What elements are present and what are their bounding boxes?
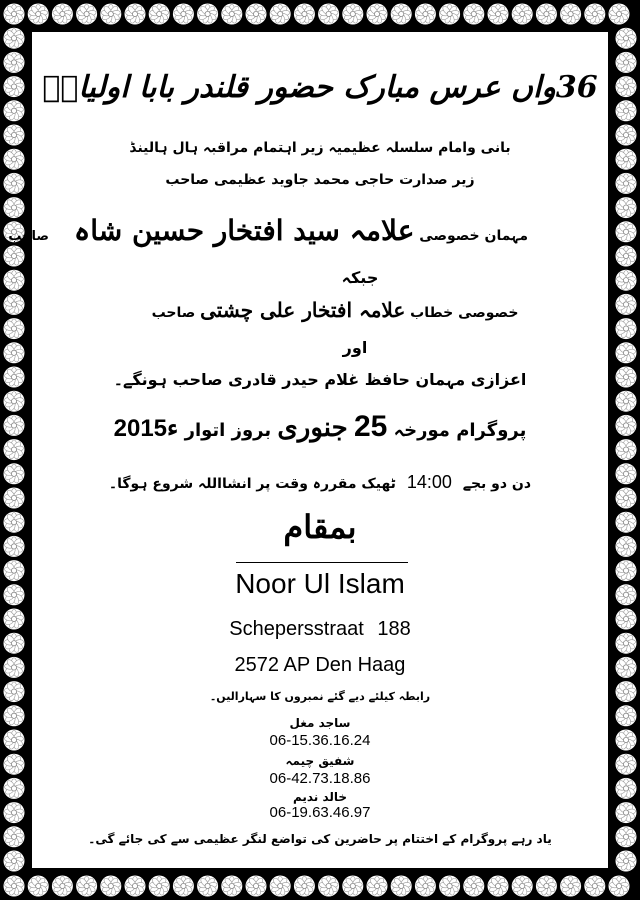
- daisy-flower-icon: [536, 4, 557, 25]
- daisy-flower-icon: [270, 4, 291, 25]
- special-speech-name: علامہ افتخار علی چشتی: [200, 298, 406, 322]
- daisy-flower-icon: [616, 584, 637, 605]
- daisy-flower-icon: [488, 4, 509, 25]
- poster-panel: [8, 30, 610, 870]
- daisy-flower-icon: [270, 876, 291, 897]
- daisy-flower-icon: [616, 778, 637, 799]
- daisy-flower-icon: [4, 705, 25, 726]
- daisy-flower-icon: [4, 125, 25, 146]
- special-speech-line: [32, 298, 608, 322]
- and-word: اور: [342, 338, 368, 357]
- special-speech-prefix: خصوصی خطاب: [410, 305, 519, 321]
- daisy-flower-icon: [4, 488, 25, 509]
- daisy-flower-icon: [4, 802, 25, 823]
- daisy-flower-icon: [4, 560, 25, 581]
- daisy-flower-icon: [616, 52, 637, 73]
- daisy-flower-icon: [367, 4, 388, 25]
- contact-name: شفیق چیمہ: [285, 754, 355, 768]
- venue-heading: بمقام: [283, 508, 357, 546]
- daisy-flower-icon: [616, 802, 637, 823]
- daisy-flower-icon: [4, 512, 25, 533]
- daisy-flower-icon: [616, 439, 637, 460]
- daisy-flower-icon: [616, 294, 637, 315]
- daisy-flower-icon: [439, 4, 460, 25]
- daisy-flower-icon: [415, 4, 436, 25]
- daisy-flower-icon: [4, 342, 25, 363]
- date-line: [32, 410, 608, 444]
- daisy-flower-icon: [4, 270, 25, 291]
- daisy-flower-icon: [616, 367, 637, 388]
- daisy-flower-icon: [616, 149, 637, 170]
- daisy-flower-icon: [616, 173, 637, 194]
- venue-divider: [236, 562, 408, 563]
- footer-note: یاد رہے پروگرام کے اختتام پر حاضرین کی تواضع لنگر عظیمی سے کی جائے گی۔: [88, 832, 552, 846]
- presidency-line: زیر صدارت حاجی محمد جاوید عظیمی صاحب: [165, 172, 475, 188]
- daisy-flower-icon: [52, 4, 73, 25]
- daisy-flower-icon: [28, 4, 49, 25]
- daisy-flower-icon: [616, 657, 637, 678]
- daisy-flower-icon: [616, 851, 637, 872]
- daisy-flower-icon: [4, 681, 25, 702]
- contact-phone: 06-19.63.46.97: [269, 804, 371, 821]
- daisy-flower-icon: [318, 876, 339, 897]
- daisy-flower-icon: [584, 4, 605, 25]
- contact-phone: 06-15.36.16.24: [269, 732, 371, 749]
- daisy-flower-icon: [52, 876, 73, 897]
- daisy-flower-icon: [560, 876, 581, 897]
- daisy-flower-icon: [616, 826, 637, 847]
- daisy-flower-icon: [609, 876, 630, 897]
- daisy-flower-icon: [616, 125, 637, 146]
- contacts-heading: رابطہ کیلئے دیے گئے نمبروں کا سہارالیں۔: [209, 690, 431, 703]
- daisy-flower-icon: [76, 4, 97, 25]
- contact-name: خالد ندیم: [292, 790, 348, 804]
- daisy-flower-icon: [616, 512, 637, 533]
- daisy-flower-icon: [560, 4, 581, 25]
- daisy-flower-icon: [4, 4, 25, 25]
- daisy-flower-icon: [125, 4, 146, 25]
- daisy-flower-icon: [609, 4, 630, 25]
- daisy-flower-icon: [318, 4, 339, 25]
- daisy-flower-icon: [616, 318, 637, 339]
- daisy-flower-icon: [173, 876, 194, 897]
- daisy-flower-icon: [616, 488, 637, 509]
- event-title: 36واں عرس مبارک حضور قلندر بابا اولیاءؒ: [42, 70, 598, 105]
- daisy-flower-icon: [367, 876, 388, 897]
- daisy-flower-icon: [100, 876, 121, 897]
- daisy-flower-icon: [616, 560, 637, 581]
- daisy-flower-icon: [4, 149, 25, 170]
- daisy-flower-icon: [4, 28, 25, 49]
- daisy-flower-icon: [4, 851, 25, 872]
- daisy-flower-icon: [173, 4, 194, 25]
- daisy-flower-icon: [221, 876, 242, 897]
- daisy-flower-icon: [616, 100, 637, 121]
- time-prefix: دن دو بجے: [462, 476, 532, 492]
- daisy-flower-icon: [512, 876, 533, 897]
- organizer-line: بانی وامام سلسلہ عظیمیہ زیر اہتمام مراقبہ ہال ہالینڈ: [129, 140, 511, 156]
- daisy-flower-icon: [4, 294, 25, 315]
- daisy-flower-icon: [342, 4, 363, 25]
- daisy-flower-icon: [4, 463, 25, 484]
- daisy-flower-icon: [4, 391, 25, 412]
- daisy-flower-icon: [463, 4, 484, 25]
- date-year: 2015ء: [113, 415, 179, 442]
- time-suffix: ٹھیک مقررہ وقت پر انشااللہ شروع ہوگا۔: [108, 476, 396, 492]
- date-prefix: پروگرام مورخہ: [393, 420, 527, 441]
- daisy-flower-icon: [4, 778, 25, 799]
- daisy-flower-icon: [100, 4, 121, 25]
- chief-guest-name: علامہ سید افتخار حسین شاہ: [73, 214, 415, 247]
- daisy-flower-icon: [536, 876, 557, 897]
- daisy-flower-icon: [4, 439, 25, 460]
- daisy-flower-icon: [616, 415, 637, 436]
- daisy-flower-icon: [616, 221, 637, 242]
- venue-name: Noor Ul Islam: [235, 568, 405, 599]
- daisy-flower-icon: [4, 246, 25, 267]
- date-month: جنوری: [277, 413, 348, 443]
- daisy-flower-icon: [4, 609, 25, 630]
- daisy-flower-icon: [28, 876, 49, 897]
- while-word: جبکہ: [341, 268, 379, 287]
- daisy-flower-icon: [246, 4, 267, 25]
- daisy-flower-icon: [4, 657, 25, 678]
- contact-name: ساجد مغل: [289, 716, 351, 730]
- daisy-flower-icon: [294, 4, 315, 25]
- daisy-flower-icon: [616, 342, 637, 363]
- daisy-flower-icon: [616, 609, 637, 630]
- daisy-flower-icon: [4, 318, 25, 339]
- date-weekday: بروز اتوار: [184, 420, 272, 441]
- daisy-flower-icon: [616, 463, 637, 484]
- daisy-flower-icon: [616, 730, 637, 751]
- chief-guest-suffix: صاحب: [8, 229, 49, 244]
- daisy-flower-icon: [4, 76, 25, 97]
- daisy-flower-icon: [616, 246, 637, 267]
- daisy-flower-icon: [616, 705, 637, 726]
- daisy-flower-icon: [4, 367, 25, 388]
- daisy-flower-icon: [197, 876, 218, 897]
- daisy-flower-icon: [4, 100, 25, 121]
- daisy-flower-icon: [616, 681, 637, 702]
- daisy-flower-icon: [342, 876, 363, 897]
- daisy-flower-icon: [391, 4, 412, 25]
- daisy-flower-icon: [4, 584, 25, 605]
- daisy-flower-icon: [584, 876, 605, 897]
- daisy-flower-icon: [415, 876, 436, 897]
- daisy-flower-icon: [488, 876, 509, 897]
- special-speech-suffix: صاحب: [151, 305, 196, 321]
- daisy-flower-icon: [616, 197, 637, 218]
- daisy-flower-icon: [439, 876, 460, 897]
- daisy-flower-icon: [391, 876, 412, 897]
- daisy-flower-icon: [616, 28, 637, 49]
- daisy-flower-icon: [616, 536, 637, 557]
- daisy-flower-icon: [149, 876, 170, 897]
- daisy-flower-icon: [294, 876, 315, 897]
- contact-phone: 06-42.73.18.86: [269, 770, 371, 787]
- daisy-flower-icon: [616, 76, 637, 97]
- daisy-flower-icon: [246, 876, 267, 897]
- daisy-flower-icon: [4, 173, 25, 194]
- daisy-flower-icon: [616, 754, 637, 775]
- honorary-guest-line: اعزازی مہمان حافظ غلام حیدر قادری صاحب ہونگے۔: [113, 370, 527, 389]
- daisy-flower-icon: [4, 536, 25, 557]
- chief-guest-line: [8, 214, 528, 247]
- time-value: 14:00: [406, 472, 452, 492]
- venue-street: Schepersstraat 188: [229, 618, 411, 640]
- daisy-flower-icon: [463, 876, 484, 897]
- venue-city: 2572 AP Den Haag: [234, 654, 406, 676]
- date-day: 25: [353, 410, 388, 443]
- daisy-flower-icon: [149, 4, 170, 25]
- daisy-flower-icon: [4, 826, 25, 847]
- daisy-flower-icon: [4, 730, 25, 751]
- daisy-flower-icon: [512, 4, 533, 25]
- daisy-flower-icon: [4, 754, 25, 775]
- daisy-flower-icon: [616, 270, 637, 291]
- daisy-flower-icon: [4, 52, 25, 73]
- daisy-flower-icon: [4, 876, 25, 897]
- daisy-flower-icon: [616, 633, 637, 654]
- daisy-flower-icon: [616, 391, 637, 412]
- time-line: [32, 472, 608, 493]
- daisy-flower-icon: [4, 415, 25, 436]
- daisy-flower-icon: [125, 876, 146, 897]
- daisy-flower-icon: [221, 4, 242, 25]
- chief-guest-prefix: مہمان خصوصی: [419, 228, 528, 244]
- daisy-flower-icon: [197, 4, 218, 25]
- daisy-flower-icon: [4, 633, 25, 654]
- daisy-flower-icon: [76, 876, 97, 897]
